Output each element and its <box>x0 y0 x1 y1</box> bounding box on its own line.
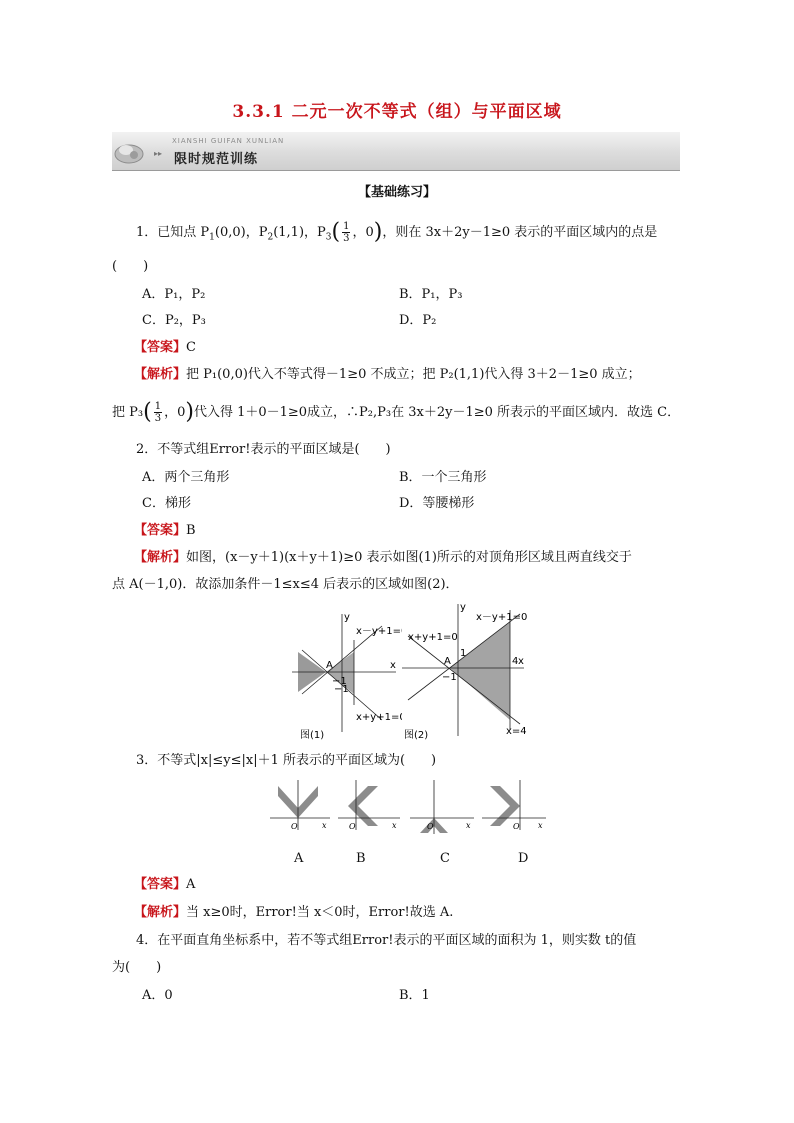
q3-option-c-graph <box>410 780 474 834</box>
q1-answer: 【答案】C <box>134 340 196 355</box>
q1-fraction: $\frac{1}{3}$ <box>343 221 350 244</box>
svg-text:x=4: x=4 <box>506 726 527 737</box>
svg-text:A: A <box>326 660 333 671</box>
q1-option-a: A．P₁，P₂ <box>142 287 206 302</box>
svg-text:A: A <box>444 656 451 667</box>
svg-text:图(1): 图(1) <box>300 730 325 741</box>
svg-text:x: x <box>392 821 397 830</box>
q1-option-d: D．P₂ <box>399 313 437 328</box>
q3-options-figure <box>270 778 550 838</box>
q2-answer: 【答案】B <box>134 523 196 538</box>
q3-label-d: D <box>518 851 529 866</box>
svg-text:图(2): 图(2) <box>404 730 429 741</box>
q1-option-b: B．P₁，P₃ <box>399 287 463 302</box>
q4-option-b: B．1 <box>399 988 430 1003</box>
q2-analysis-line2: 点 A(－1,0)．故添加条件－1≤x≤4 后表示的区域如图(2)． <box>112 577 459 592</box>
section-banner <box>112 132 680 170</box>
svg-text:x: x <box>322 821 327 830</box>
q3-label-b: B <box>356 851 366 866</box>
q3-option-d-graph <box>482 780 546 831</box>
pushpin-icon <box>112 136 146 166</box>
svg-text:x－y+1=0: x－y+1=0 <box>356 626 408 637</box>
q3-option-a-graph <box>270 780 330 831</box>
q2-stem: 2．不等式组Error!表示的平面区域是( ) <box>136 442 391 457</box>
q3-analysis: 【解析】当 x≥0时，Error!当 x＜0时，Error!故选 A. <box>134 905 454 920</box>
q3-stem: 3．不等式|x|≤y≤|x|＋1 所表示的平面区域为( ) <box>136 753 437 768</box>
svg-text:x+y+1=0: x+y+1=0 <box>356 712 406 723</box>
q4-option-a: A．0 <box>142 988 173 1003</box>
q4-stem-line1: 4．在平面直角坐标系中，若不等式组Error!表示的平面区域的面积为 1，则实数 t的值 <box>136 933 637 948</box>
q1-analysis-line1: 【解析】把 P₁(0,0)代入不等式得－1≥0 不成立；把 P₂(1,1)代入得 3＋2－1≥0 成立； <box>134 367 641 382</box>
svg-text:y: y <box>460 602 466 613</box>
svg-text:x: x <box>390 660 396 671</box>
q3-option-b-graph <box>338 780 400 831</box>
svg-text:O: O <box>427 822 434 831</box>
svg-text:x－y+1=0: x－y+1=0 <box>476 612 528 623</box>
banner-label: 限时规范训练 <box>174 152 259 167</box>
svg-text:−1: −1 <box>332 676 347 687</box>
svg-text:y: y <box>344 612 350 623</box>
q3-answer: 【答案】A <box>134 877 196 892</box>
svg-text:O: O <box>349 822 356 831</box>
q2-option-b: B．一个三角形 <box>399 470 487 485</box>
svg-text:4: 4 <box>512 656 519 667</box>
section-heading: 【基础练习】 <box>357 185 436 200</box>
q1-analysis-line2: 把 P₃( $\frac{1}{3}$ ，0)代入得 1＋0－1≥0成立，∴P₂,P₃在 3x＋2y－1≥0 所表示的平面区域内．故选 C． <box>112 399 681 425</box>
q2-analysis-line1: 【解析】如图，(x－y＋1)(x＋y＋1)≥0 表示如图(1)所示的对顶角形区域且两直线交于 <box>134 550 632 565</box>
q2-option-a: A．两个三角形 <box>142 470 230 485</box>
q1-blank: ( ) <box>112 259 149 274</box>
q2-option-c: C．梯形 <box>142 496 191 511</box>
q3-label-a: A <box>294 851 304 866</box>
q2-option-d: D．等腰梯形 <box>399 496 475 511</box>
page-title: 3.3.1 二元一次不等式（组）与平面区域 <box>232 102 562 122</box>
svg-text:x: x <box>518 656 524 667</box>
svg-text:−1: −1 <box>334 684 349 695</box>
banner-pinyin: XIANSHI GUIFAN XUNLIAN <box>172 137 285 145</box>
svg-text:O: O <box>513 822 520 831</box>
svg-text:x: x <box>466 821 471 830</box>
q2-figure-1 <box>292 610 408 741</box>
q2-figure-2 <box>402 600 526 740</box>
q1-stem: 1．已知点 $P_1(0,0)$，$P_2(1,1)$，$P_3$( $\frac{1}{3}$ ，0)，则在 3x＋2y－1≥0 表示的平面区域内的点是 <box>136 219 658 245</box>
q4-stem-line2: 为( ) <box>112 960 162 975</box>
svg-text:O: O <box>291 822 298 831</box>
svg-text:1: 1 <box>460 648 467 659</box>
svg-text:x: x <box>538 821 543 830</box>
q3-label-c: C <box>440 851 450 866</box>
banner-arrows: ▸▸ <box>154 149 163 158</box>
svg-text:−1: −1 <box>442 672 457 683</box>
q1-option-c: C．P₂，P₃ <box>142 313 206 328</box>
svg-text:x+y+1=0: x+y+1=0 <box>408 632 458 643</box>
